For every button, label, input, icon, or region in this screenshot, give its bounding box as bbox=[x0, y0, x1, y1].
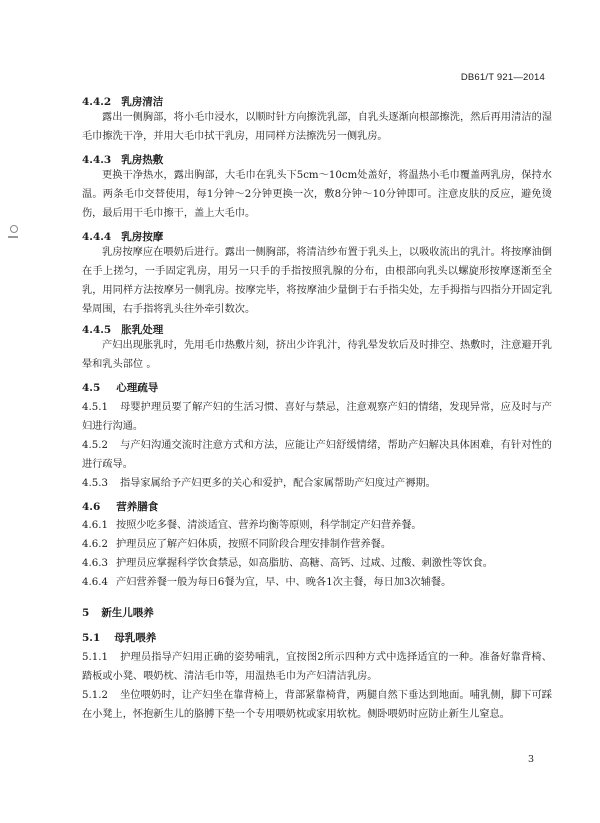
standard-code: DB61/T 921—2014 bbox=[460, 72, 545, 83]
item-text: 护理员应了解产妇体质，按照不同阶段合理安排制作营养餐。 bbox=[116, 539, 392, 550]
heading-number: 4.4.3 bbox=[82, 154, 112, 166]
paragraph-4-4-2: 露出一侧胸部，将小毛巾浸水，以顺时针方向擦洗乳部，自乳头逐渐向根部擦洗，然后再用清洁的湿毛巾擦洗干净，并用大毛巾拭干乳房，用同样方法擦洗另一侧乳房。 bbox=[82, 112, 552, 142]
list-item bbox=[82, 535, 552, 554]
item-number: 4.5.1 bbox=[82, 402, 108, 413]
page-number: 3 bbox=[527, 754, 534, 765]
item-number: 5.1.1 bbox=[82, 652, 108, 663]
heading-5-1 bbox=[82, 630, 156, 645]
heading-title: 乳房按摩 bbox=[121, 231, 164, 243]
heading-title: 乳房清洁 bbox=[121, 96, 164, 108]
item-text: 护理员指导产妇用正确的姿势哺乳，宜按图2所示四种方式中选择适宜的一种。准备好靠背椅、踏板或小凳、喂奶枕、清洁毛巾等，用温热毛巾为产妇清洁乳房。 bbox=[82, 652, 552, 682]
heading-5 bbox=[82, 605, 154, 620]
list-item bbox=[82, 398, 552, 436]
heading-number: 5 bbox=[82, 607, 90, 619]
heading-4-5 bbox=[82, 380, 158, 395]
item-number: 4.6.3 bbox=[82, 558, 108, 569]
item-number: 5.1.2 bbox=[82, 690, 108, 701]
heading-title: 母乳喂养 bbox=[114, 632, 157, 644]
list-item bbox=[82, 516, 552, 535]
item-text: 坐位喂奶时，让产妇坐在靠背椅上，背部紧靠椅背，两腿自然下垂达到地面。哺乳侧，脚下可踩在小凳上，怀抱新生儿的胳膊下垫一个专用喂奶枕或家用软枕。侧卧喂奶时应防止新生儿窒息。 bbox=[82, 690, 552, 720]
heading-number: 4.5 bbox=[82, 382, 101, 394]
list-item bbox=[82, 648, 552, 686]
item-text: 按照少吃多餐、清淡适宜、营养均衡等原则，科学制定产妇营养餐。 bbox=[116, 520, 422, 531]
binding-dash-mark bbox=[8, 236, 18, 238]
paragraph-4-4-5: 产妇出现胀乳时，先用毛巾热敷片刻，挤出少许乳汁，待乳晕发软后及时排空、热敷时，注意避开乳晕和乳头部位 。 bbox=[82, 340, 552, 370]
heading-title: 胀乳处理 bbox=[121, 324, 164, 336]
heading-title: 营养膳食 bbox=[116, 501, 159, 513]
list-item bbox=[82, 686, 552, 724]
item-number: 4.5.3 bbox=[82, 478, 108, 489]
binding-hole-mark bbox=[10, 225, 18, 233]
item-number: 4.5.2 bbox=[82, 440, 108, 451]
heading-number: 4.4.2 bbox=[82, 96, 112, 108]
heading-number: 4.4.5 bbox=[82, 324, 112, 336]
item-number: 4.6.4 bbox=[82, 577, 108, 588]
list-item bbox=[82, 474, 552, 493]
heading-title: 心理疏导 bbox=[116, 382, 159, 394]
item-text: 护理员应掌握科学饮食禁忌，如高脂肪、高糖、高钙、过咸、过酸、刺激性等饮食。 bbox=[116, 558, 493, 569]
item-text: 指导家属给予产妇更多的关心和爱护，配合家属帮助产妇度过产褥期。 bbox=[120, 478, 436, 489]
item-text: 母婴护理员要了解产妇的生活习惯、喜好与禁忌，注意观察产妇的情绪，发现异常，应及时与产妇进行沟通。 bbox=[82, 402, 552, 432]
heading-4-4-5 bbox=[82, 322, 163, 337]
heading-title: 乳房热敷 bbox=[121, 154, 164, 166]
heading-number: 4.4.4 bbox=[82, 231, 112, 243]
heading-4-6 bbox=[82, 499, 158, 514]
item-text: 产妇营养餐一般为每日6餐为宜，早、中、晚各1次主餐，每日加3次辅餐。 bbox=[116, 577, 452, 588]
list-item bbox=[82, 554, 552, 573]
heading-number: 4.6 bbox=[82, 501, 101, 513]
list-item bbox=[82, 573, 552, 592]
item-text: 与产妇沟通交流时注意方式和方法，应能让产妇舒缓情绪，帮助产妇解决具体困难，有针对性的进行疏导。 bbox=[82, 440, 552, 470]
item-number: 4.6.2 bbox=[82, 539, 108, 550]
heading-number: 5.1 bbox=[82, 632, 101, 644]
item-number: 4.6.1 bbox=[82, 520, 108, 531]
list-item bbox=[82, 436, 552, 474]
heading-4-4-2 bbox=[82, 94, 163, 109]
heading-title: 新生儿喂养 bbox=[101, 607, 154, 619]
heading-4-4-3 bbox=[82, 152, 163, 167]
paragraph-4-4-4: 乳房按摩应在喂奶后进行。露出一侧胸部，将清洁纱布置于乳头上，以吸收流出的乳汁。将按摩油倒在手上搓匀，一手固定乳房，用另一只手的手指按照乳腺的分布，由根部向乳头以螺旋形按摩逐渐至全乳，用同样方法按摩另一侧乳房。按摩完毕，将按摩油少量倒于右手指尖处，左手拇指与四指分开固定乳晕周围，右手指将乳头往外牵引数次。 bbox=[82, 247, 552, 315]
heading-4-4-4 bbox=[82, 229, 163, 244]
paragraph-4-4-3: 更换干净热水，露出胸部，大毛巾在乳头下5cm～10cm处盖好，将温热小毛巾覆盖两乳房，保持水温。两条毛巾交替使用，每1分钟～2分钟更换一次，敷8分钟～10分钟即可。注意皮肤的反应，避免烫伤，最后用干毛巾擦干，盖上大毛巾。 bbox=[82, 170, 552, 219]
